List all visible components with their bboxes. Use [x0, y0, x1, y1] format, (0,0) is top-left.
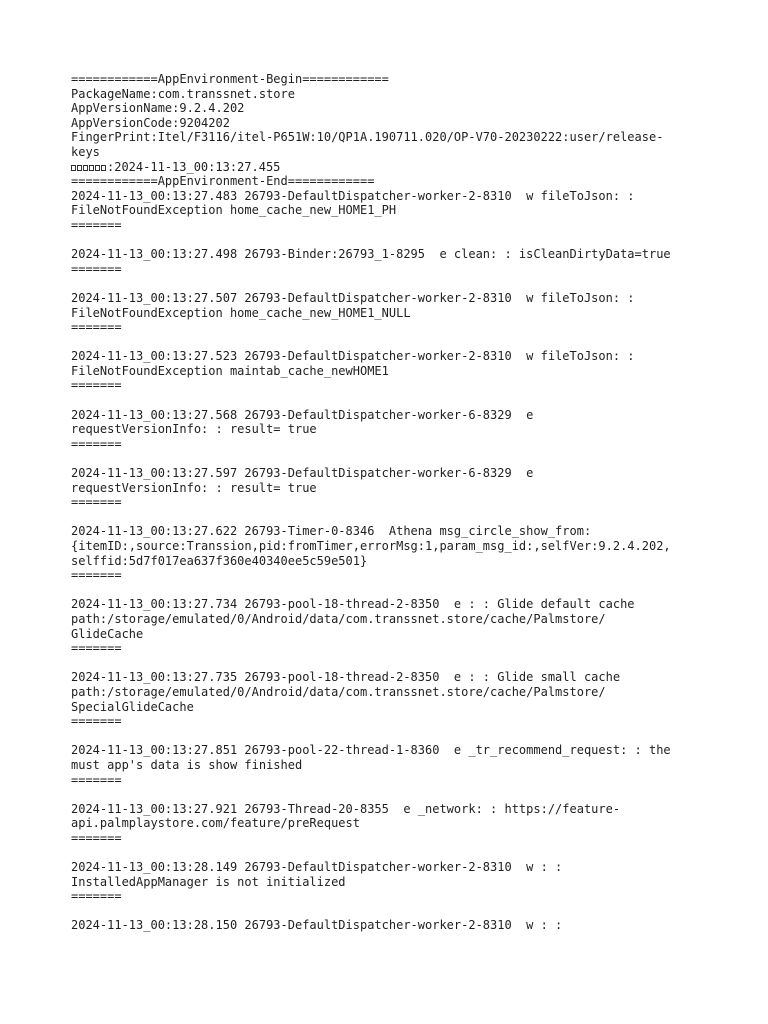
blank-line	[71, 904, 711, 919]
blank-line	[71, 845, 711, 860]
log-entry	[71, 247, 711, 291]
log-entries	[71, 189, 711, 919]
log-line: must app's data is show finished	[71, 757, 303, 772]
missing-glyph-boxes	[71, 160, 107, 174]
entry-separator: =======	[71, 495, 122, 510]
log-line: 2024-11-13_00:13:27.483 26793-DefaultDispatcher-worker-2-8310 w fileToJson: :	[71, 188, 635, 203]
log-entry	[71, 670, 711, 743]
log-line: FileNotFoundException maintab_cache_newHOME1	[71, 363, 389, 378]
entry-separator: =======	[71, 261, 122, 276]
entry-separator: =======	[71, 714, 122, 729]
log-line: 2024-11-13_00:13:27.735 26793-pool-18-thread-2-8350 e : : Glide small cache	[71, 670, 621, 685]
log-entry	[71, 466, 711, 524]
blank-line	[71, 583, 711, 598]
log-entry	[71, 860, 711, 918]
blank-line	[71, 233, 711, 248]
entry-separator: =======	[71, 889, 122, 904]
blank-line	[71, 335, 711, 350]
log-line: path:/storage/emulated/0/Android/data/com.transsnet.store/cache/Palmstore/	[71, 611, 606, 626]
log-line: 2024-11-13_00:13:27.921 26793-Thread-20-8355 e _network: : https://feature-	[71, 801, 621, 816]
log-line: GlideCache	[71, 626, 144, 641]
log-line: 2024-11-13_00:13:27.597 26793-DefaultDispatcher-worker-6-8329 e	[71, 466, 534, 481]
version-name-line: AppVersionName:9.2.4.202	[71, 101, 245, 116]
log-line: requestVersionInfo: : result= true	[71, 480, 317, 495]
log-line: 2024-11-13_00:13:27.734 26793-pool-18-thread-2-8350 e : : Glide default cache	[71, 597, 635, 612]
app-environment-block	[71, 72, 711, 189]
log-entry	[71, 408, 711, 466]
log-line: 2024-11-13_00:13:27.851 26793-pool-22-thread-1-8360 e _tr_recommend_request: : the	[71, 743, 671, 758]
log-line: 2024-11-13_00:13:27.507 26793-DefaultDispatcher-worker-2-8310 w fileToJson: :	[71, 290, 635, 305]
log-line: FileNotFoundException home_cache_new_HOME1_NULL	[71, 305, 411, 320]
log-entry	[71, 743, 711, 801]
log-line: api.palmplaystore.com/feature/preRequest	[71, 816, 360, 831]
fingerprint-line: FingerPrint:Itel/F3116/itel-P651W:10/QP1A.190711.020/OP-V70-20230222:user/release-	[71, 130, 664, 145]
entry-separator: =======	[71, 217, 122, 232]
env-begin-line: ============AppEnvironment-Begin============	[71, 72, 389, 86]
timestamp-value: :2024-11-13_00:13:27.455	[107, 159, 281, 174]
version-code-line: AppVersionCode:9204202	[71, 115, 230, 130]
blank-line	[71, 729, 711, 744]
log-entry-tail: 2024-11-13_00:13:28.150 26793-DefaultDispatcher-worker-2-8310 w : :	[71, 918, 563, 933]
log-entry	[71, 802, 711, 860]
blank-line	[71, 510, 711, 525]
log-line: SpecialGlideCache	[71, 699, 194, 714]
entry-separator: =======	[71, 568, 122, 583]
log-line: 2024-11-13_00:13:27.568 26793-DefaultDispatcher-worker-6-8329 e	[71, 407, 534, 422]
blank-line	[71, 276, 711, 291]
entry-separator: =======	[71, 436, 122, 451]
log-line: 2024-11-13_00:13:27.523 26793-DefaultDispatcher-worker-2-8310 w fileToJson: :	[71, 349, 635, 364]
timestamp-line	[71, 160, 711, 175]
log-entry	[71, 349, 711, 407]
blank-line	[71, 787, 711, 802]
blank-line	[71, 656, 711, 671]
entry-separator: =======	[71, 772, 122, 787]
env-end-line: ============AppEnvironment-End============	[71, 174, 375, 189]
log-line: selffid:5d7f017ea637f360e40340ee5c59e501}	[71, 553, 368, 568]
entry-separator: =======	[71, 830, 122, 845]
entry-separator: =======	[71, 320, 122, 335]
blank-line	[71, 451, 711, 466]
log-line: 2024-11-13_00:13:28.149 26793-DefaultDispatcher-worker-2-8310 w : :	[71, 860, 563, 875]
log-document	[71, 72, 711, 933]
entry-separator: =======	[71, 378, 122, 393]
entry-separator: =======	[71, 641, 122, 656]
log-line: path:/storage/emulated/0/Android/data/com.transsnet.store/cache/Palmstore/	[71, 684, 606, 699]
log-line: {itemID:,source:Transsion,pid:fromTimer,errorMsg:1,param_msg_id:,selfVer:9.2.4.202,	[71, 539, 671, 553]
log-line: 2024-11-13_00:13:27.622 26793-Timer-0-8346 Athena msg_circle_show_from:	[71, 524, 592, 539]
package-name-line: PackageName:com.transsnet.store	[71, 86, 295, 101]
log-entry	[71, 597, 711, 670]
blank-line	[71, 393, 711, 408]
fingerprint-line-continued: keys	[71, 144, 100, 159]
log-entry	[71, 524, 711, 597]
log-line: FileNotFoundException home_cache_new_HOME1_PH	[71, 203, 397, 218]
log-line: requestVersionInfo: : result= true	[71, 422, 317, 437]
log-entry	[71, 189, 711, 247]
log-entry	[71, 291, 711, 349]
log-line: 2024-11-13_00:13:27.498 26793-Binder:26793_1-8295 e clean: : isCleanDirtyData=true	[71, 247, 671, 262]
log-line: InstalledAppManager is not initialized	[71, 874, 346, 889]
